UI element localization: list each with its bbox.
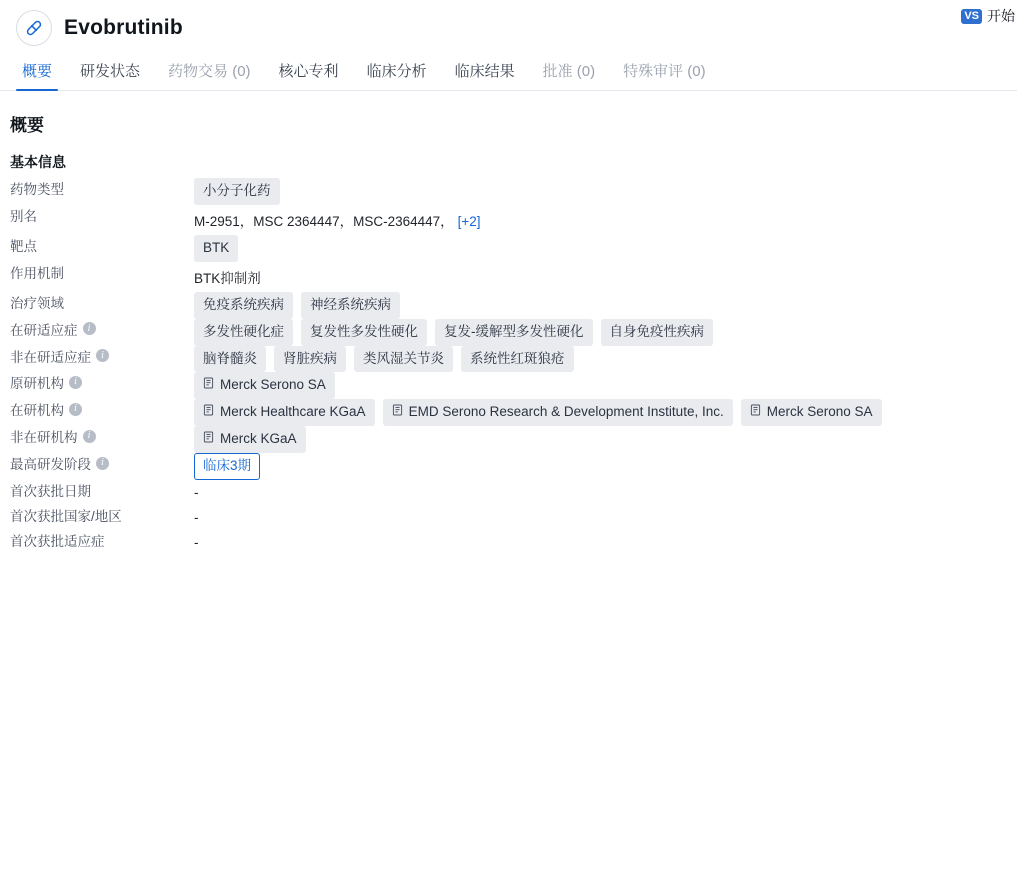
organization-chip[interactable] bbox=[194, 399, 375, 426]
organization-chip[interactable] bbox=[194, 426, 306, 453]
empty-value: - bbox=[194, 509, 199, 525]
organization-name: EMD Serono Research & Development Institute, Inc. bbox=[408, 404, 724, 420]
table-row bbox=[10, 346, 950, 373]
tab-overview[interactable]: 概要 bbox=[8, 60, 66, 90]
building-icon bbox=[750, 404, 761, 421]
organization-chip[interactable] bbox=[741, 399, 882, 426]
chip[interactable]: 脑脊髓炎 bbox=[194, 346, 266, 373]
row-label-text: 原研机构 bbox=[10, 376, 64, 392]
row-label-aliases bbox=[10, 205, 194, 235]
overview-content bbox=[0, 91, 1017, 555]
chip[interactable]: 小分子化药 bbox=[194, 178, 280, 205]
info-icon[interactable]: i bbox=[96, 349, 109, 362]
info-icon[interactable]: i bbox=[83, 322, 96, 335]
row-label-text: 首次获批国家/地区 bbox=[10, 508, 122, 524]
organization-name: Merck Serono SA bbox=[220, 377, 326, 393]
tab-bar bbox=[0, 56, 1017, 91]
info-icon[interactable]: i bbox=[83, 430, 96, 443]
row-label-active-indications bbox=[10, 319, 194, 346]
page-header bbox=[0, 0, 1017, 56]
row-label-text: 靶点 bbox=[10, 238, 37, 254]
table-row bbox=[10, 319, 950, 346]
section-title: 概要 bbox=[10, 116, 44, 135]
row-label-therapeutic-area bbox=[10, 292, 194, 319]
building-icon bbox=[203, 377, 214, 394]
row-value-first-approval-date bbox=[194, 480, 950, 505]
table-row bbox=[10, 292, 950, 319]
tab-core-patents[interactable]: 核心专利 bbox=[278, 63, 339, 80]
table-row bbox=[10, 178, 950, 205]
chip[interactable]: 免疫系统疾病 bbox=[194, 292, 293, 319]
status-badge[interactable]: 临床3期 bbox=[194, 453, 260, 480]
row-value-aliases bbox=[194, 205, 950, 235]
moa-text: BTK抑制剂 bbox=[194, 270, 261, 286]
row-value-moa bbox=[194, 262, 950, 292]
table-row bbox=[10, 205, 950, 235]
row-label-text: 在研适应症 bbox=[10, 322, 78, 338]
row-value-active-indications bbox=[194, 319, 950, 346]
building-icon bbox=[392, 404, 403, 421]
vs-badge: VS bbox=[961, 9, 982, 24]
table-row bbox=[10, 480, 950, 505]
chip[interactable]: 类风湿关节炎 bbox=[354, 346, 453, 373]
row-label-first-approval-indication bbox=[10, 530, 194, 555]
row-label-text: 在研机构 bbox=[10, 403, 64, 419]
row-label-inactive-orgs bbox=[10, 426, 194, 453]
page-title: Evobrutinib bbox=[64, 16, 183, 39]
row-value-highest-phase bbox=[194, 453, 950, 480]
organization-chip[interactable] bbox=[383, 399, 733, 426]
chip[interactable]: 多发性硬化症 bbox=[194, 319, 293, 346]
row-value-target bbox=[194, 235, 950, 262]
empty-value: - bbox=[194, 534, 199, 550]
organization-name: Merck KGaA bbox=[220, 431, 297, 447]
table-row bbox=[10, 262, 950, 292]
tab-rd-status[interactable]: 研发状态 bbox=[80, 63, 141, 80]
tab-clinical-analysis[interactable]: 临床分析 bbox=[366, 63, 427, 80]
table-row bbox=[10, 235, 950, 262]
row-value-inactive-orgs bbox=[194, 426, 950, 453]
info-icon[interactable]: i bbox=[96, 457, 109, 470]
tab-special-review[interactable]: 特殊审评 (0) bbox=[623, 63, 706, 80]
row-label-drug-type bbox=[10, 178, 194, 205]
organization-name: Merck Healthcare KGaA bbox=[220, 404, 366, 420]
building-icon bbox=[203, 431, 214, 448]
tab-approvals[interactable]: 批准 (0) bbox=[542, 63, 596, 80]
row-value-therapeutic-area bbox=[194, 292, 950, 319]
row-value-drug-type bbox=[194, 178, 950, 205]
header-right-group bbox=[961, 6, 1017, 26]
tab-clinical-results[interactable]: 临床结果 bbox=[454, 63, 515, 80]
organization-chip[interactable] bbox=[194, 372, 335, 399]
row-label-first-approval-date bbox=[10, 480, 194, 505]
row-label-text: 最高研发阶段 bbox=[10, 457, 91, 472]
row-label-moa bbox=[10, 262, 194, 292]
chip[interactable]: 自身免疫性疾病 bbox=[601, 319, 714, 346]
chip[interactable]: 肾脏疾病 bbox=[274, 346, 346, 373]
row-label-text: 作用机制 bbox=[10, 265, 64, 281]
row-label-text: 治疗领域 bbox=[10, 295, 64, 311]
chip[interactable]: 复发-缓解型多发性硬化 bbox=[435, 319, 593, 346]
alias-more-link[interactable]: [+2] bbox=[457, 213, 481, 229]
row-value-inactive-indications bbox=[194, 346, 950, 373]
row-label-target bbox=[10, 235, 194, 262]
empty-value: - bbox=[194, 484, 199, 500]
row-value-first-approval-country bbox=[194, 505, 950, 530]
tab-drug-deals[interactable]: 药物交易 (0) bbox=[168, 63, 251, 80]
row-label-text: 非在研适应症 bbox=[10, 349, 91, 365]
table-row bbox=[10, 453, 950, 480]
row-label-text: 首次获批适应症 bbox=[10, 533, 105, 549]
header-right-label[interactable]: 开始 bbox=[987, 8, 1015, 24]
alias-text: M-2951，MSC 2364447，MSC-2364447， bbox=[194, 213, 454, 229]
row-value-active-orgs bbox=[194, 399, 950, 426]
row-label-inactive-indications bbox=[10, 346, 194, 373]
table-row bbox=[10, 399, 950, 426]
row-label-first-approval-country bbox=[10, 505, 194, 530]
row-label-highest-phase bbox=[10, 453, 194, 480]
basic-info-table bbox=[10, 178, 950, 555]
table-row bbox=[10, 505, 950, 530]
row-label-text: 非在研机构 bbox=[10, 430, 78, 446]
info-icon[interactable]: i bbox=[69, 403, 82, 416]
table-row bbox=[10, 426, 950, 453]
chip[interactable]: BTK bbox=[194, 235, 238, 262]
row-label-active-orgs bbox=[10, 399, 194, 426]
row-value-first-approval-indication bbox=[194, 530, 950, 555]
chip[interactable]: 复发性多发性硬化 bbox=[301, 319, 427, 346]
capsule-icon bbox=[16, 10, 52, 46]
subsection-title: 基本信息 bbox=[10, 154, 66, 170]
chip[interactable]: 神经系统疾病 bbox=[301, 292, 400, 319]
chip[interactable]: 系统性红斑狼疮 bbox=[461, 346, 574, 373]
row-label-originator bbox=[10, 372, 194, 399]
row-label-text: 药物类型 bbox=[10, 182, 64, 197]
row-label-text: 别名 bbox=[10, 208, 37, 224]
table-row bbox=[10, 372, 950, 399]
table-row bbox=[10, 530, 950, 555]
organization-name: Merck Serono SA bbox=[766, 404, 873, 420]
row-label-text: 首次获批日期 bbox=[10, 483, 91, 499]
building-icon bbox=[203, 404, 214, 421]
row-value-originator bbox=[194, 372, 950, 399]
info-icon[interactable]: i bbox=[69, 376, 82, 389]
